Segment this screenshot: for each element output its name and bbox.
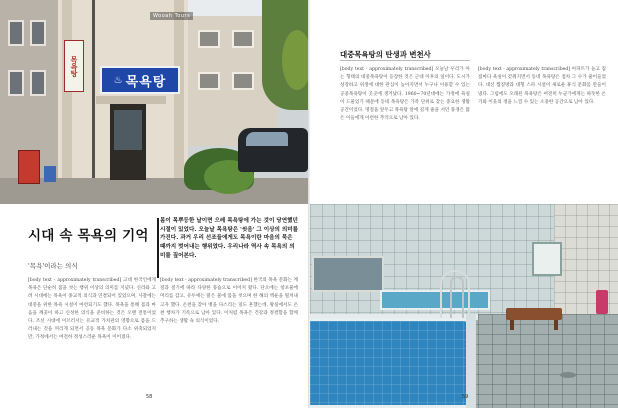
bench-leg: [554, 320, 558, 330]
window: [30, 70, 46, 96]
window: [232, 30, 254, 48]
tree: [282, 30, 308, 90]
body-column-4: [body text - approximately transcribed] 아파트가 늘고 집집마다 욕실이 갖춰지면서 동네 목욕탕은 점차 그 수가 줄어들었다. 대신 찜질방과 대형 스파 시설이 새로운 휴식 문화를 만들어냈다. 그럼에도 오래된 목욕탕은 여전히 누군가에게는 따뜻한 온기와 이웃의 정을 느낄 수 있는 소중한 공간으로 남아 있다.: [478, 67, 606, 105]
window: [198, 30, 220, 48]
wall-mirror: [312, 256, 384, 292]
vending-machine: [18, 150, 40, 184]
section-title: 대중목욕탕의 탄생과 변천사: [340, 50, 431, 59]
page-number-right: 59: [462, 394, 469, 400]
photo-caption: Wooah Tours: [150, 12, 193, 20]
article-title: 시대 속 목욕의 기억: [28, 228, 149, 244]
window: [8, 20, 24, 46]
blue-bathtub: [310, 318, 470, 408]
body-column-1: [body text - approximately transcribed] 고대 한국인에게 목욕은 단순히 몸을 씻는 행위 이상의 의미를 지녔다. 신라와 고려 시대에는 목욕이 종교적 의식과 연결되어 있었으며, 사찰에는 대중을 위한 목욕 시설이 마련되기도 했다. 목욕을 통해 몸과 마음을 깨끗이 하고 신성한 의식을 준비하는 것은 오랜 전통이었다. 조선 시대에 이르러서는 유교적 가치관의 영향으로 몸을 드러내는 것을 꺼리게 되면서 공동 목욕 문화가 다소 위축되었지만, 가정에서는 여전히 정성스러운 목욕이 이어졌다.: [28, 278, 156, 341]
entrance-awning: [96, 96, 166, 104]
window: [232, 72, 254, 90]
page-number-left: 58: [146, 394, 153, 400]
car-window: [246, 132, 288, 146]
door-glass: [114, 110, 142, 150]
body-column-2: [body text - approximately transcribed] 한국의 목욕 문화는 계절과 절기에 따라 다양한 풍습으로 이어져 왔다. 단오에는 창포물에 머리를 감고, 유두에는 맑은 물에 몸을 씻으며 한 해의 액운을 떨쳐내고자 했다. 온천을 찾아 병을 다스리는 일도 흔했는데, 왕실에서도 온천 행차가 기록으로 남아 있다. 이처럼 목욕은 건강과 정결함을 함께 추구하는 생활 속 의식이었다.: [160, 278, 298, 324]
bathhouse-sign: [100, 66, 180, 94]
lead-divider: [157, 218, 159, 278]
body-column-3: [body text - approximately transcribed] 오늘날 우리가 아는 형태의 대중목욕탕이 등장한 것은 근대 이후의 일이다. 도시가 성장하고 위생에 대한 관심이 높아지면서 누구나 이용할 수 있는 공중목욕탕이 곳곳에 생겨났다. 1960~70년대에는 가정에 욕실이 드물었기 때문에 동네 목욕탕은 가족 단위로 찾는 중요한 생활 공간이었다. 명절을 앞두고 목욕탕 앞에 길게 줄을 서던 풍경은 많은 이들에게 아련한 추억으로 남아 있다.: [340, 67, 470, 122]
section-title-rule: [340, 60, 470, 61]
frosted-window: [532, 242, 562, 276]
window: [198, 72, 220, 90]
handrail: [450, 276, 464, 318]
utility-pole: [92, 0, 95, 190]
hot-spring-icon: ♨: [113, 74, 123, 86]
bathhouse-interior-photo: [310, 204, 618, 408]
back-bathtub: [380, 290, 490, 310]
hanging-towel: [596, 290, 608, 314]
wooden-bench: [506, 308, 562, 320]
blue-stool: [44, 166, 56, 182]
street-bathhouse-photo: [0, 0, 308, 204]
column: [174, 0, 184, 204]
floor-drain: [560, 372, 576, 378]
bathhouse-sign-text: 목욕탕: [125, 74, 167, 90]
bench-leg: [510, 320, 514, 330]
right-text-block: [310, 0, 618, 204]
article-lead: 몸이 목뿌등한 날이면 으레 목욕탕에 가는 것이 당연했던 시절이 있었다. 오늘날 목욕탕은 '씻음' 그 이상의 의미를 가진다. 과거 우리 선조들에게도 목욕이란 마음의 묵은 때까지 벗어내는 행위였다. 우리나라 역사 속 목욕의 의미를 짚어본다.: [160, 218, 299, 259]
section-subhead: '목욕'이라는 의식: [28, 262, 78, 270]
column: [62, 0, 72, 204]
window: [8, 70, 24, 96]
vertical-bathhouse-sign: 목욕탕: [64, 40, 84, 92]
window: [30, 20, 46, 46]
left-text-block: [0, 204, 308, 408]
